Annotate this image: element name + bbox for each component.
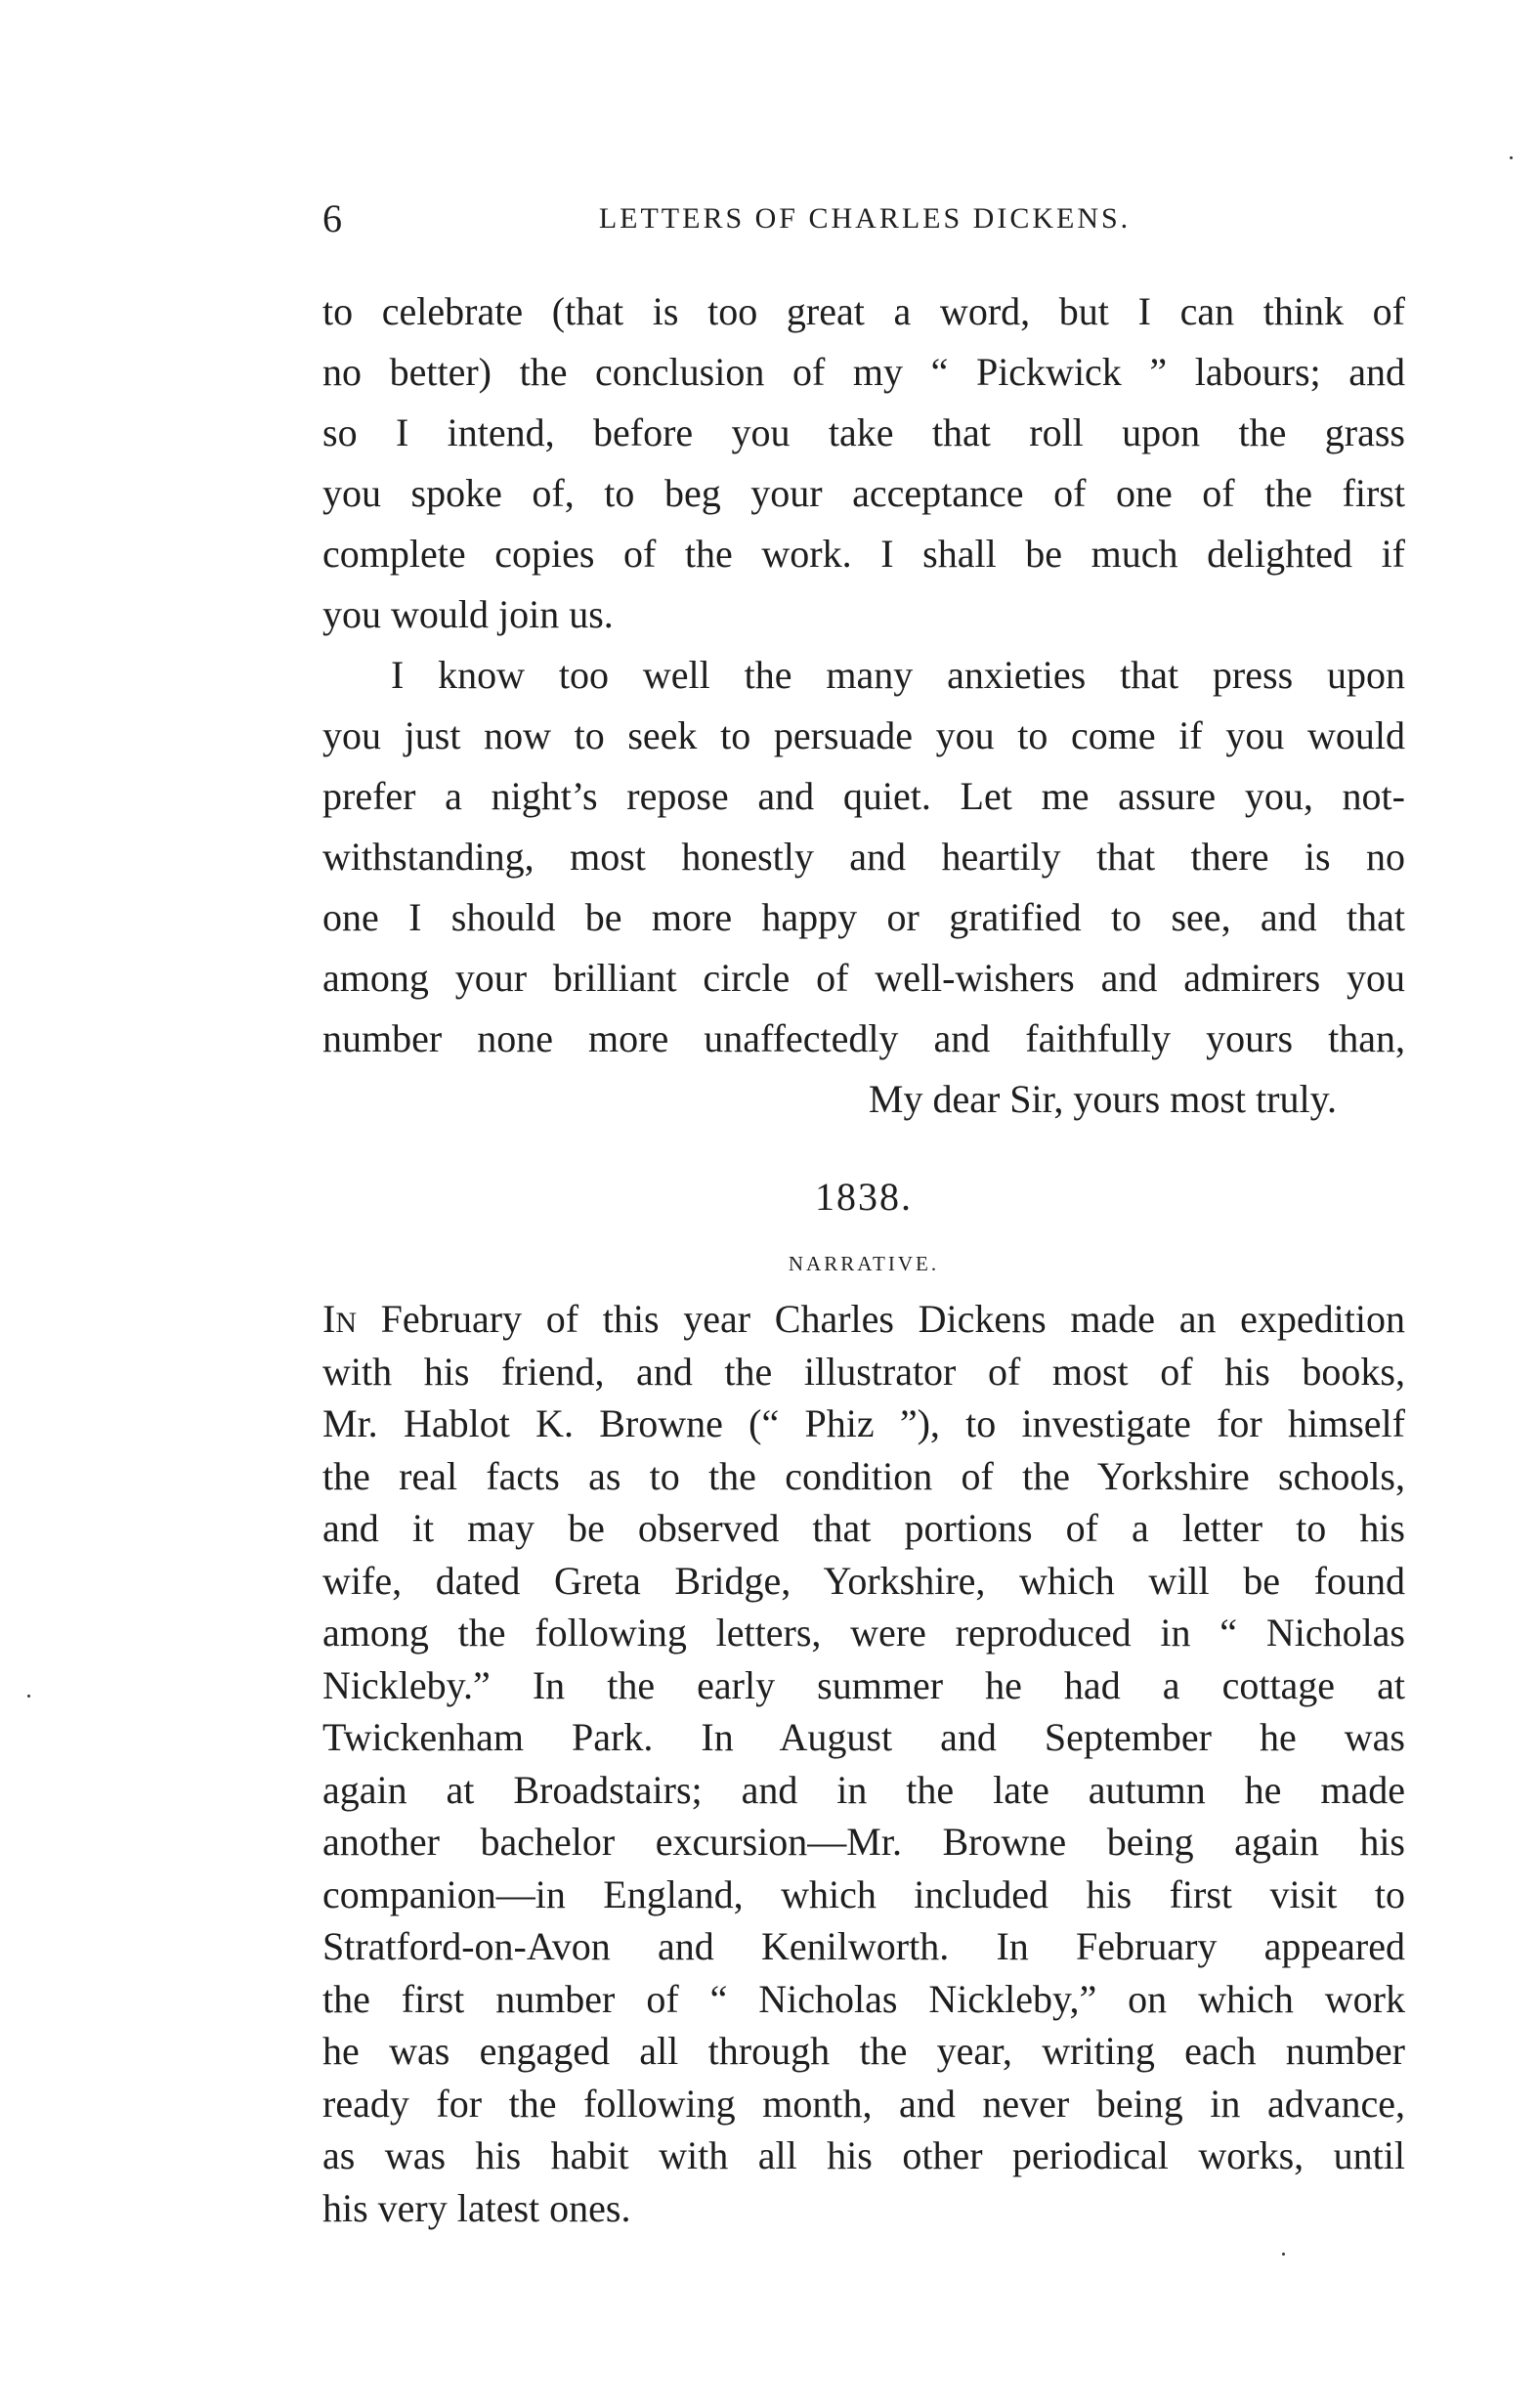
year-heading: 1838.	[815, 1175, 913, 1219]
text-line: among your brilliant circle of well-wishers and admirers you	[322, 956, 1405, 1000]
running-head	[322, 194, 1407, 252]
text-line: prefer a night’s repose and quiet. Let me assure you, not-	[322, 774, 1405, 818]
text-line: one I should be more happy or gratified to see, and that	[322, 895, 1405, 939]
first-line-text: February of this year Charles Dickens made an expedition	[357, 1297, 1405, 1341]
text-line: companion—in England, which included his first visit to	[322, 1871, 1405, 1916]
page-number: 6	[322, 196, 342, 240]
text-line: number none more unaffectedly and faithfully yours than,	[322, 1016, 1405, 1060]
text-line: and it may be observed that portions of a letter to his	[322, 1506, 1405, 1550]
initial-capital: I	[322, 1297, 336, 1341]
section-heading: NARRATIVE.	[788, 1252, 940, 1275]
text-line: with his friend, and the illustrator of most of his books,	[322, 1349, 1405, 1394]
text-line: the real facts as to the condition of the Yorkshire schools,	[322, 1453, 1405, 1498]
text-line: Stratford-on-Avon and Kenilworth. In February appeared	[322, 1924, 1405, 1968]
text-line: Twickenham Park. In August and September he was	[322, 1715, 1405, 1759]
running-title: LETTERS OF CHARLES DICKENS.	[598, 202, 1132, 235]
letter-body	[322, 281, 1405, 1130]
text-line: Mr. Hablot K. Browne (“ Phiz ”), to investigate for himself	[322, 1401, 1405, 1445]
text-line: you just now to seek to persuade you to come if you would	[322, 713, 1405, 757]
text-line: you spoke of, to beg your acceptance of one of the first	[322, 471, 1405, 515]
text-line: complete copies of the work. I shall be much delighted if	[322, 532, 1405, 576]
narrative-body	[322, 1293, 1405, 2234]
text-line: so I intend, before you take that roll upon the grass	[322, 410, 1405, 454]
text-line: the first number of “ Nicholas Nickleby,” on which work	[322, 1976, 1405, 2021]
text-line: another bachelor excursion—Mr. Browne being again his	[322, 1820, 1405, 1864]
letter-closing: My dear Sir, yours most truly.	[868, 1077, 1337, 1121]
paper-speck	[1510, 156, 1513, 159]
text-line: no better) the conclusion of my “ Pickwick ” labours; and	[322, 350, 1405, 394]
text-line: Nickleby.” In the early summer he had a cottage at	[322, 1662, 1405, 1707]
text-line: he was engaged all through the year, writing each number	[322, 2029, 1405, 2073]
text-line: you would join us.	[322, 592, 614, 636]
text-line: again at Broadstairs; and in the late autumn he made	[322, 1767, 1405, 1812]
text-line: as was his habit with all his other periodical works, until	[322, 2133, 1405, 2177]
text-line: among the following letters, were reproduced in “ Nicholas	[322, 1611, 1405, 1655]
text-line: his very latest ones.	[322, 2185, 631, 2230]
initial-small-caps: N	[335, 1307, 357, 1339]
narrative-first-line	[322, 1293, 1405, 1346]
text-line: to celebrate (that is too great a word, but I can think of	[322, 289, 1405, 333]
text-line: I know too well the many anxieties that press upon	[391, 653, 1405, 697]
text-line: ready for the following month, and never being in advance,	[322, 2081, 1405, 2126]
text-line: wife, dated Greta Bridge, Yorkshire, which will be found	[322, 1558, 1405, 1603]
text-line: withstanding, most honestly and heartily that there is no	[322, 835, 1405, 879]
paper-speck	[1282, 2253, 1285, 2256]
paper-speck	[27, 1695, 30, 1698]
